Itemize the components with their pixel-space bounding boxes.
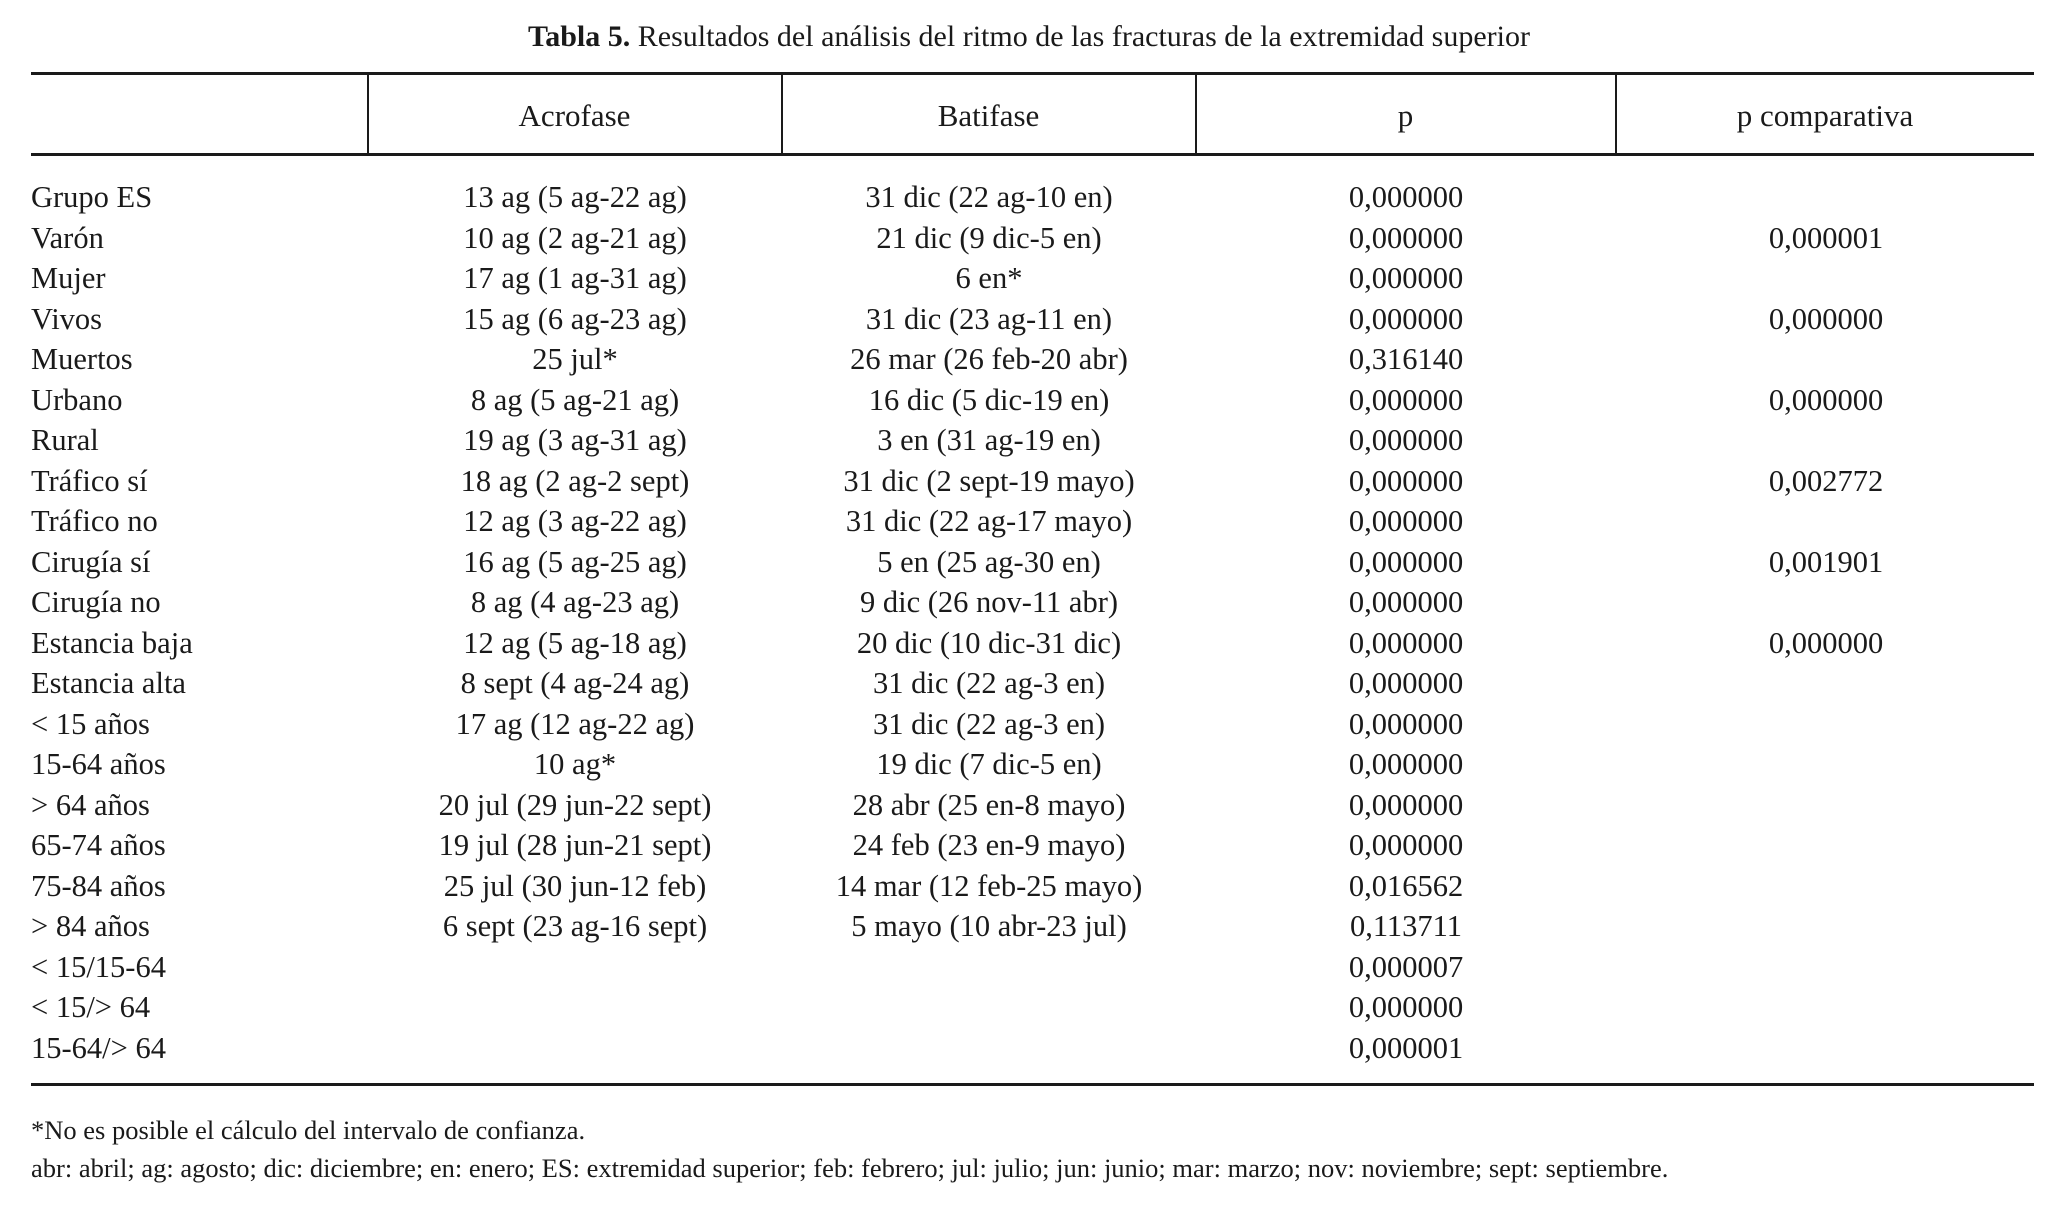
batifase-cell: 31 dic (22 ag-3 en) bbox=[872, 706, 1106, 741]
header-acrofase: Acrofase bbox=[518, 98, 631, 133]
acrofase-cell: 8 sept (4 ag-24 ag) bbox=[460, 666, 690, 700]
table-row bbox=[0, 258, 2058, 299]
table-row bbox=[0, 542, 2058, 583]
p-cell: 0,000000 bbox=[1348, 828, 1464, 862]
table-row bbox=[0, 461, 2058, 502]
p-cell: 0,316140 bbox=[1348, 342, 1464, 376]
acrofase-cell: 8 ag (5 ag-21 ag) bbox=[470, 382, 680, 417]
acrofase-cell: 25 jul (30 jun-12 feb) bbox=[443, 868, 707, 903]
header-batifase: Batifase bbox=[937, 98, 1040, 133]
batifase-cell: 5 en (25 ag-30 en) bbox=[877, 544, 1101, 579]
p-cell: 0,000000 bbox=[1348, 423, 1464, 457]
acrofase-cell: 8 ag (4 ag-23 ag) bbox=[470, 585, 680, 619]
acrofase-cell: 12 ag (5 ag-18 ag) bbox=[463, 625, 687, 660]
row-label: Muertos bbox=[31, 342, 133, 376]
p-cell: 0,000000 bbox=[1348, 666, 1464, 700]
p-comparativa-cell: 0,000000 bbox=[1768, 382, 1884, 417]
acrofase-cell: 19 ag (3 ag-31 ag) bbox=[463, 423, 687, 457]
table-row bbox=[0, 420, 2058, 461]
header-p: p bbox=[1397, 98, 1414, 133]
p-cell: 0,113711 bbox=[1349, 909, 1463, 943]
p-comparativa-cell: 0,000001 bbox=[1768, 220, 1884, 255]
footnote-confidence: *No es posible el cálculo del intervalo de confianza. bbox=[31, 1115, 586, 1145]
row-label: 15-64/> 64 bbox=[31, 1030, 166, 1065]
batifase-cell: 5 mayo (10 abr-23 jul) bbox=[851, 909, 1127, 943]
table-row bbox=[0, 825, 2058, 866]
p-cell: 0,000000 bbox=[1348, 180, 1464, 214]
row-label: Estancia alta bbox=[31, 666, 186, 700]
batifase-cell: 20 dic (10 dic-31 dic) bbox=[856, 625, 1122, 660]
header-p-comparativa: p comparativa bbox=[1736, 98, 1914, 133]
batifase-cell: 3 en (31 ag-19 en) bbox=[877, 423, 1101, 457]
table-row bbox=[0, 866, 2058, 907]
table-row bbox=[0, 218, 2058, 259]
row-label: < 15/15-64 bbox=[31, 949, 166, 984]
p-cell: 0,000000 bbox=[1348, 544, 1464, 579]
table-bottom-rule bbox=[31, 1083, 2034, 1086]
table-row bbox=[0, 704, 2058, 745]
acrofase-cell: 25 jul* bbox=[532, 342, 618, 376]
table-row bbox=[0, 744, 2058, 785]
row-label: < 15/> 64 bbox=[31, 990, 151, 1024]
batifase-cell: 24 feb (23 en-9 mayo) bbox=[852, 828, 1126, 862]
table-row bbox=[0, 582, 2058, 623]
p-cell: 0,000000 bbox=[1348, 504, 1464, 538]
batifase-cell: 6 en* bbox=[955, 261, 1023, 295]
table-header-rule bbox=[31, 153, 2034, 156]
p-cell: 0,000000 bbox=[1348, 301, 1464, 336]
acrofase-cell: 12 ag (3 ag-22 ag) bbox=[463, 504, 687, 538]
table-row bbox=[0, 623, 2058, 664]
batifase-cell: 14 mar (12 feb-25 mayo) bbox=[835, 868, 1143, 903]
batifase-cell: 26 mar (26 feb-20 abr) bbox=[850, 342, 1128, 376]
row-label: > 84 años bbox=[31, 909, 150, 943]
p-cell: 0,000000 bbox=[1348, 220, 1464, 255]
header-empty bbox=[31, 74, 367, 154]
p-cell: 0,000007 bbox=[1348, 949, 1464, 984]
row-label: 15-64 años bbox=[31, 747, 166, 781]
acrofase-cell: 13 ag (5 ag-22 ag) bbox=[463, 180, 687, 214]
row-label: 75-84 años bbox=[31, 868, 166, 903]
acrofase-cell: 10 ag* bbox=[533, 747, 617, 781]
p-cell: 0,016562 bbox=[1348, 868, 1464, 903]
table-row bbox=[0, 501, 2058, 542]
batifase-cell: 31 dic (23 ag-11 en) bbox=[865, 301, 1113, 336]
p-cell: 0,000000 bbox=[1348, 382, 1464, 417]
row-label: 65-74 años bbox=[31, 828, 166, 862]
table-title-label: Tabla 5. bbox=[527, 20, 631, 53]
acrofase-cell: 15 ag (6 ag-23 ag) bbox=[463, 301, 687, 336]
acrofase-cell: 16 ag (5 ag-25 ag) bbox=[463, 544, 687, 579]
row-label: Tráfico sí bbox=[31, 463, 148, 498]
acrofase-cell: 18 ag (2 ag-2 sept) bbox=[460, 463, 690, 498]
batifase-cell: 31 dic (22 ag-10 en) bbox=[865, 180, 1113, 214]
acrofase-cell: 17 ag (12 ag-22 ag) bbox=[455, 706, 695, 741]
table-row bbox=[0, 177, 2058, 218]
row-label: < 15 años bbox=[31, 706, 150, 741]
row-label: Cirugía sí bbox=[31, 544, 151, 579]
table-body bbox=[0, 177, 2058, 1068]
row-label: Rural bbox=[31, 423, 99, 457]
p-cell: 0,000000 bbox=[1348, 706, 1464, 741]
table-row bbox=[0, 299, 2058, 340]
row-label: Mujer bbox=[31, 261, 106, 295]
table-title bbox=[0, 14, 2058, 60]
row-label: Grupo ES bbox=[31, 180, 153, 214]
table-row bbox=[0, 906, 2058, 947]
batifase-cell: 16 dic (5 dic-19 en) bbox=[868, 382, 1110, 417]
p-cell: 0,000000 bbox=[1348, 747, 1464, 781]
row-label: Urbano bbox=[31, 382, 123, 417]
acrofase-cell: 20 jul (29 jun-22 sept) bbox=[438, 787, 712, 822]
batifase-cell: 31 dic (22 ag-3 en) bbox=[872, 666, 1106, 700]
table-row bbox=[0, 380, 2058, 421]
table-title-text: Resultados del análisis del ritmo de las fracturas de la extremidad superior bbox=[630, 20, 1530, 53]
acrofase-cell: 10 ag (2 ag-21 ag) bbox=[463, 220, 687, 255]
p-comparativa-cell: 0,001901 bbox=[1768, 544, 1884, 579]
row-label: Estancia baja bbox=[31, 625, 193, 660]
p-cell: 0,000000 bbox=[1348, 787, 1464, 822]
batifase-cell: 31 dic (2 sept-19 mayo) bbox=[843, 463, 1135, 498]
p-cell: 0,000000 bbox=[1348, 261, 1464, 295]
acrofase-cell: 17 ag (1 ag-31 ag) bbox=[463, 261, 687, 295]
table-row bbox=[0, 947, 2058, 988]
acrofase-cell: 19 jul (28 jun-21 sept) bbox=[438, 828, 712, 862]
table-row bbox=[0, 785, 2058, 826]
table-row bbox=[0, 987, 2058, 1028]
p-comparativa-cell: 0,000000 bbox=[1768, 625, 1884, 660]
p-cell: 0,000000 bbox=[1348, 585, 1464, 619]
row-label: Tráfico no bbox=[31, 504, 158, 538]
batifase-cell: 28 abr (25 en-8 mayo) bbox=[852, 787, 1126, 822]
footnote-abbreviations: abr: abril; ag: agosto; dic: diciembre; en: enero; ES: extremidad superior; feb: febrero; jul: julio; jun: junio; mar: marzo; nov: noviembre; sept: septiembre. bbox=[31, 1153, 1669, 1183]
table-row bbox=[0, 663, 2058, 704]
batifase-cell: 9 dic (26 nov-11 abr) bbox=[859, 585, 1119, 619]
row-label: Vivos bbox=[31, 301, 103, 336]
batifase-cell: 31 dic (22 ag-17 mayo) bbox=[845, 504, 1133, 538]
table-row bbox=[0, 339, 2058, 380]
p-cell: 0,000000 bbox=[1348, 463, 1464, 498]
p-cell: 0,000000 bbox=[1348, 990, 1464, 1024]
row-label: > 64 años bbox=[31, 787, 150, 822]
p-comparativa-cell: 0,002772 bbox=[1768, 463, 1884, 498]
batifase-cell: 21 dic (9 dic-5 en) bbox=[876, 220, 1102, 255]
p-cell: 0,000000 bbox=[1348, 625, 1464, 660]
table-row bbox=[0, 1028, 2058, 1069]
p-comparativa-cell: 0,000000 bbox=[1768, 301, 1884, 336]
p-cell: 0,000001 bbox=[1348, 1030, 1464, 1065]
row-label: Varón bbox=[31, 220, 104, 255]
batifase-cell: 19 dic (7 dic-5 en) bbox=[876, 747, 1102, 781]
row-label: Cirugía no bbox=[31, 585, 161, 619]
acrofase-cell: 6 sept (23 ag-16 sept) bbox=[442, 909, 708, 943]
